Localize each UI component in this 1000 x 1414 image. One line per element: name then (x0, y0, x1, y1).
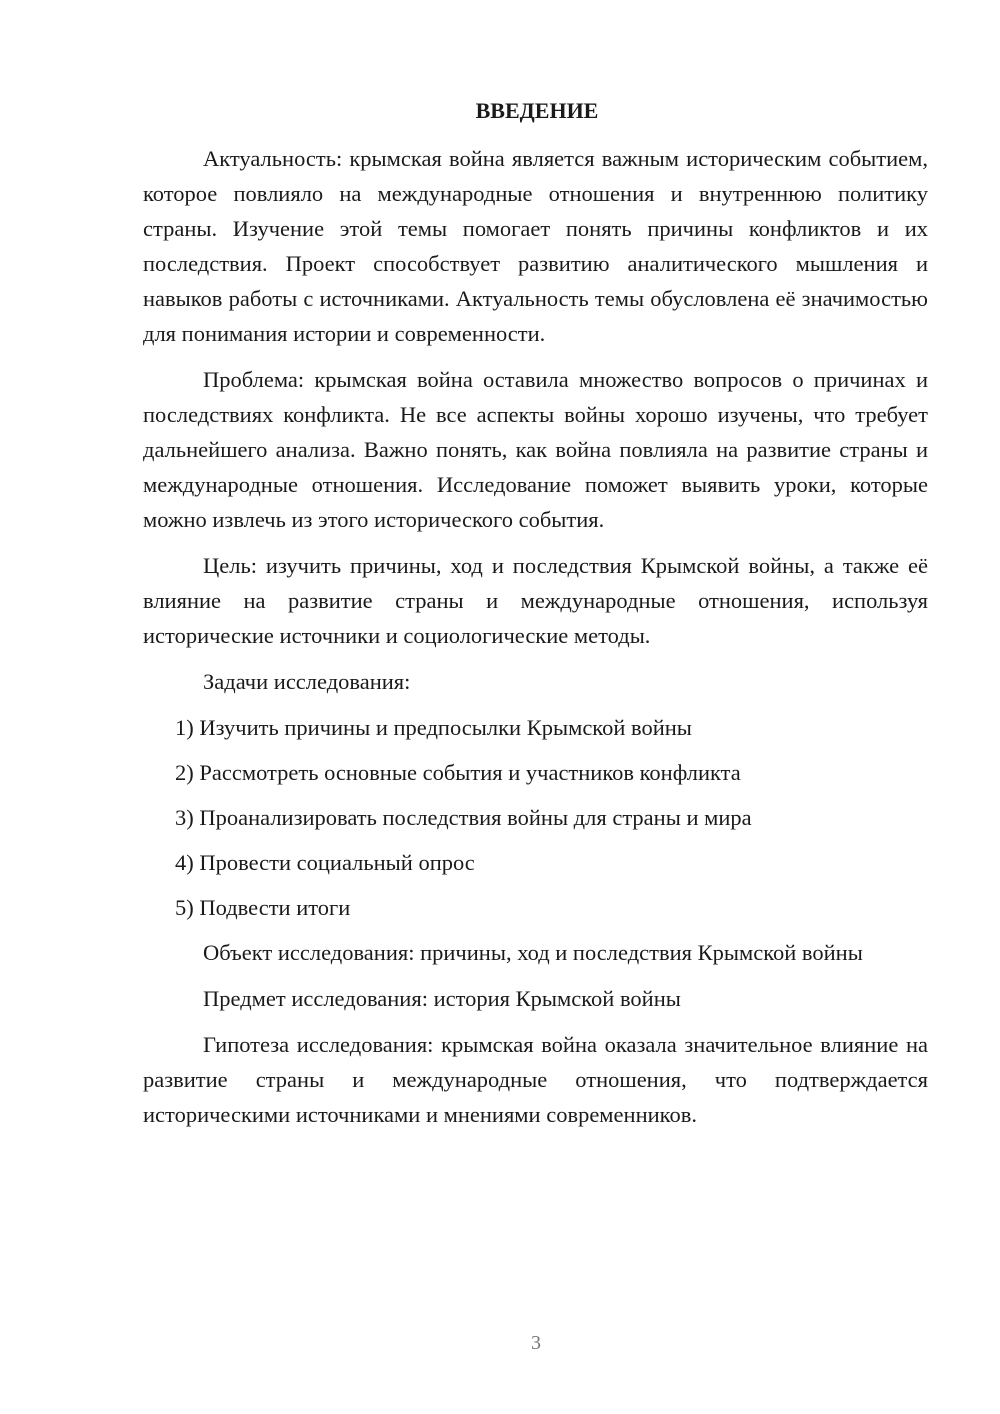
task-item: 1) Изучить причины и предпосылки Крымской войны (175, 715, 692, 740)
tasks-heading: Задачи исследования: (203, 669, 411, 694)
paragraph-problem: Проблема: крымская война оставила множество вопросов о причинах и последствиях конфликта. Не все аспекты войны хорошо изучены, что требует дальнейшего анализа. Важно понять, как война повлияла на развитие страны и международные отношения. Исследование поможет выявить уроки, которые можно извлечь из этого исторического события. (143, 367, 928, 532)
paragraph-hypothesis: Гипотеза исследования: крымская война оказала значительное влияние на развитие страны и международные отношения, что подтверждается историческими источниками и мнениями современников. (143, 1032, 928, 1127)
tasks-list (143, 710, 928, 925)
page-number: 3 (531, 1332, 541, 1354)
task-item: 5) Подвести итоги (175, 895, 351, 920)
paragraph-subject: Предмет исследования: история Крымской войны (203, 986, 681, 1011)
task-item: 2) Рассмотреть основные события и участников конфликта (175, 760, 741, 785)
task-item: 4) Провести социальный опрос (175, 850, 475, 875)
section-title: ВВЕДЕНИЕ (475, 98, 599, 123)
document-body (143, 93, 928, 1143)
paragraph-object: Объект исследования: причины, ход и последствия Крымской войны (203, 940, 863, 965)
paragraph-relevance: Актуальность: крымская война является важным историческим событием, которое повлияло на международные отношения и внутреннюю политику страны. Изучение этой темы помогает понять причины конфликтов и их последствия. Проект способствует развитию аналитического мышления и навыков работы с источниками. Актуальность темы обусловлена её значимостью для понимания истории и современности. (143, 146, 928, 346)
paragraph-goal: Цель: изучить причины, ход и последствия Крымской войны, а также её влияние на развитие страны и международные отношения, используя исторические источники и социологические методы. (143, 553, 928, 648)
task-item: 3) Проанализировать последствия войны для страны и мира (175, 805, 752, 830)
